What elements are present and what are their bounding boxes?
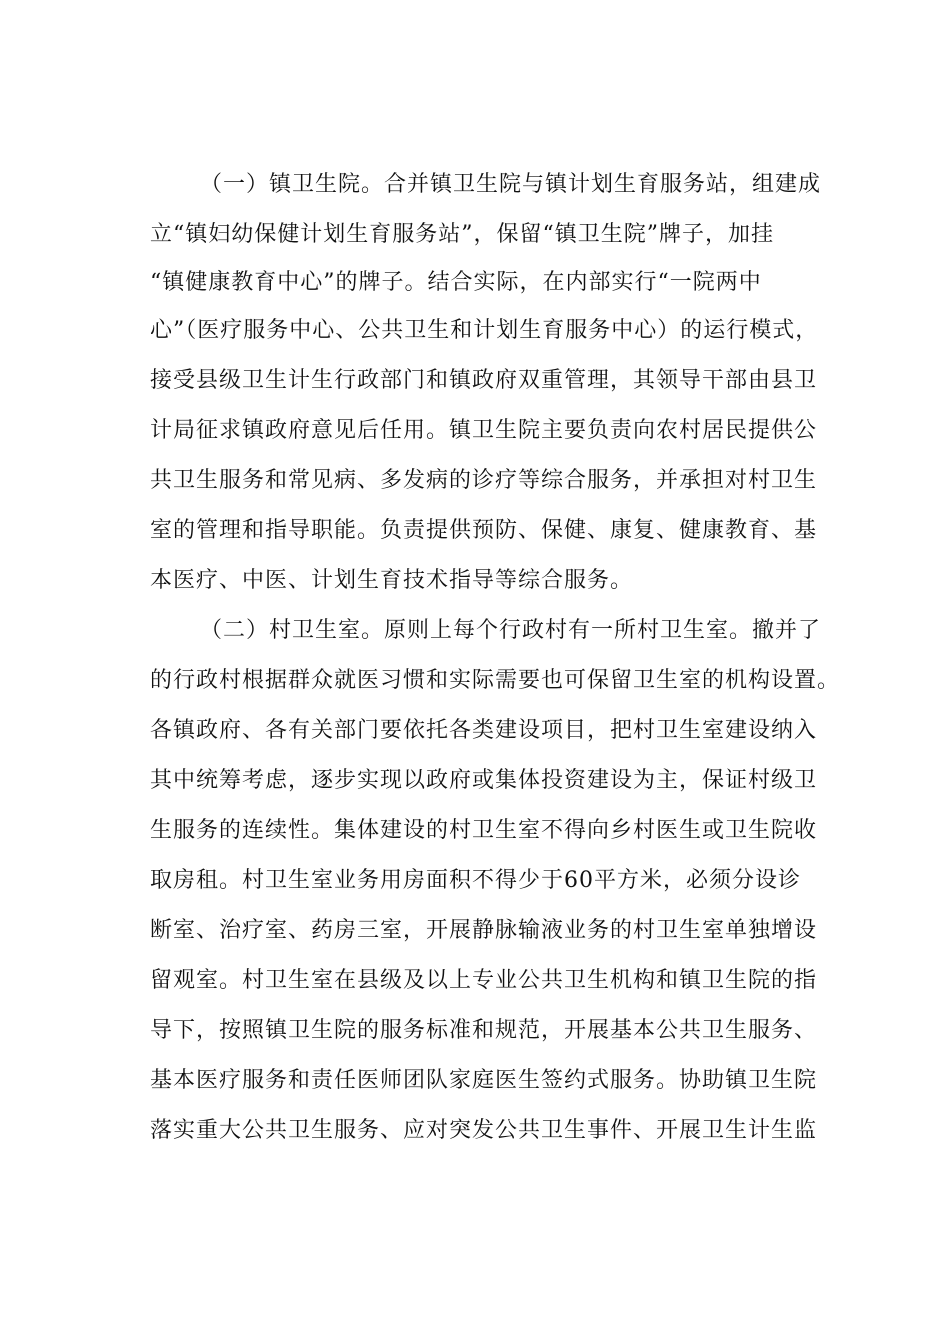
- paragraph-1-line-1: （一）镇卫生院。合并镇卫生院与镇计划生育服务站，组建成: [200, 172, 822, 197]
- paragraph-2-line-6: 取房租。村卫生室业务用房面积不得少于60平方米，必须分设诊: [150, 868, 801, 893]
- paragraph-1-line-5: 接受县级卫生计生行政部门和镇政府双重管理，其领导干部由县卫: [150, 368, 818, 393]
- paragraph-2-line-4: 其中统筹考虑，逐步实现以政府或集体投资建设为主，保证村级卫: [150, 768, 818, 793]
- paragraph-2-line-11: 落实重大公共卫生服务、应对突发公共卫生事件、开展卫生计生监: [150, 1118, 818, 1143]
- paragraph-1-line-3: “镇健康教育中心”的牌子。结合实际，在内部实行“一院两中: [150, 270, 762, 295]
- paragraph-2-line-10: 基本医疗服务和责任医师团队家庭医生签约式服务。协助镇卫生院: [150, 1068, 818, 1093]
- paragraph-1-line-6: 计局征求镇政府意见后任用。镇卫生院主要负责向农村居民提供公: [150, 418, 818, 443]
- paragraph-1-line-9: 本医疗、中医、计划生育技术指导等综合服务。: [150, 568, 634, 593]
- paragraph-2-line-1: （二）村卫生室。原则上每个行政村有一所村卫生室。撤并了: [200, 618, 822, 643]
- paragraph-2-line-2: 的行政村根据群众就医习惯和实际需要也可保留卫生室的机构设置。: [150, 668, 841, 693]
- paragraph-2-line-3: 各镇政府、各有关部门要依托各类建设项目，把村卫生室建设纳入: [150, 718, 818, 743]
- paragraph-2-line-9: 导下，按照镇卫生院的服务标准和规范，开展基本公共卫生服务、: [150, 1018, 818, 1043]
- paragraph-1-line-7: 共卫生服务和常见病、多发病的诊疗等综合服务，并承担对村卫生: [150, 468, 818, 493]
- paragraph-1-line-8: 室的管理和指导职能。负责提供预防、保健、康复、健康教育、基: [150, 518, 818, 543]
- paragraph-2-line-7: 断室、治疗室、药房三室，开展静脉输液业务的村卫生室单独增设: [150, 918, 818, 943]
- paragraph-2-line-8: 留观室。村卫生室在县级及以上专业公共卫生机构和镇卫生院的指: [150, 968, 818, 993]
- paragraph-1-line-4: 心”（医疗服务中心、公共卫生和计划生育服务中心）的运行模式，: [150, 318, 819, 343]
- paragraph-1-line-2: 立“镇妇幼保健计划生育服务站”，保留“镇卫生院”牌子，加挂: [150, 222, 774, 247]
- paragraph-2-line-5: 生服务的连续性。集体建设的村卫生室不得向乡村医生或卫生院收: [150, 818, 818, 843]
